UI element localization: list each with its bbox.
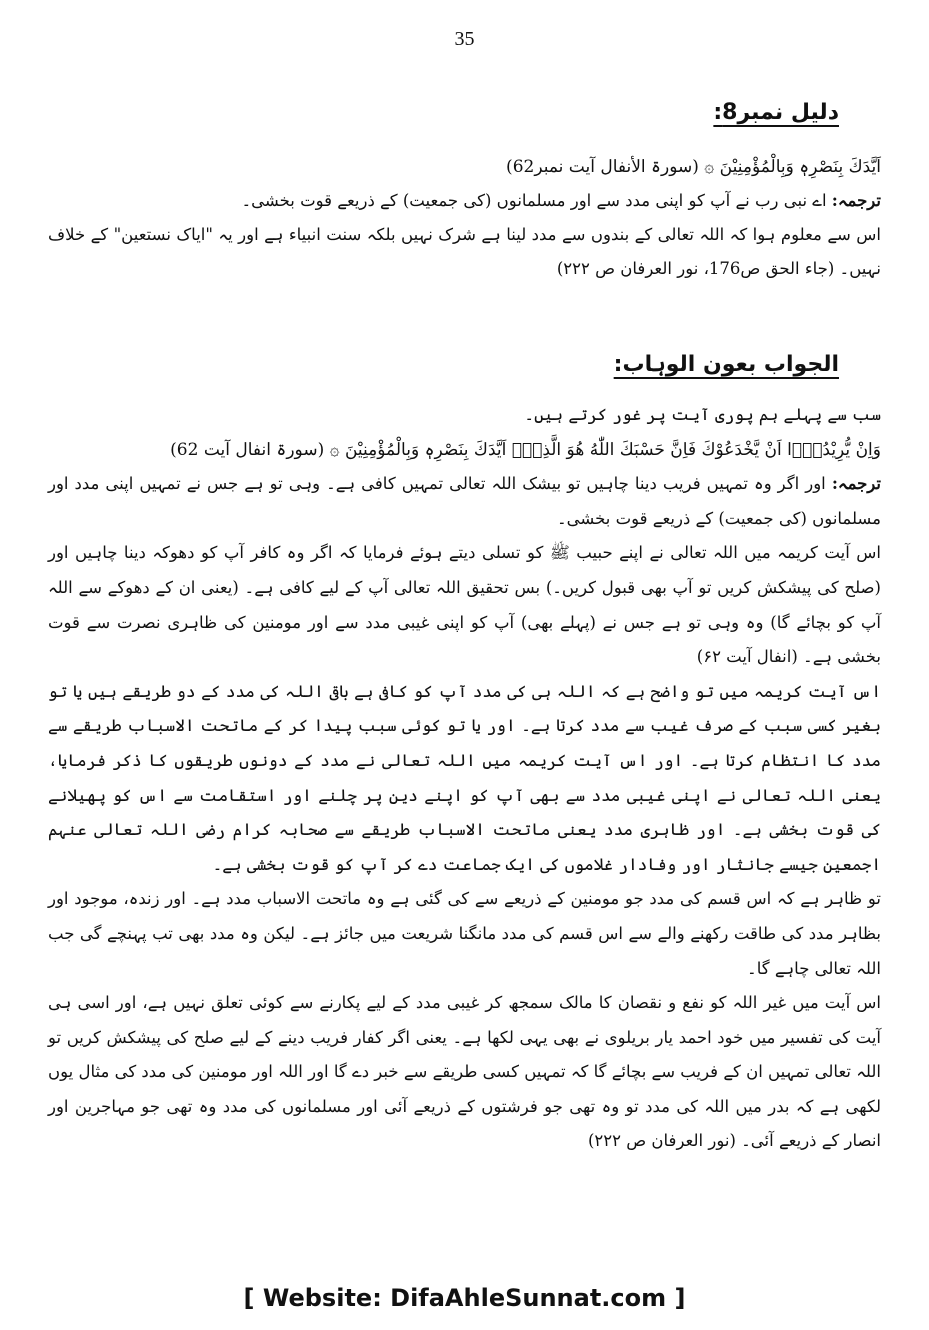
section-jawab — [48, 398, 881, 1159]
claim-paragraph: اس سے معلوم ہوا کہ اللہ تعالی کے بندوں سے مدد لینا ہے شرک نہیں بلکہ سنت انبیاء ہے اور یہ "ایاک نستعین" کے خلاف نہیں۔ (جاء الحق ص176، نور العرفان ص ۲۲۲) — [48, 225, 881, 278]
section-heading-jawab: الجواب بعون الوہاب: — [613, 352, 839, 377]
section-daleel — [48, 150, 881, 286]
translation-text: اور اگر وہ تمہیں فریب دینا چاہیں تو بیشک اللہ تعالی تمہیں کافی ہے۔ وہی تو ہے جس نے تمہیں اپنی مدد اور مسلمانوں (کی جمعیت) کے ذریعے قوت بخشی۔ — [48, 474, 881, 528]
paragraph: اس آیت میں غیر اللہ کو نفع و نقصان کا مالک سمجھ کر غیبی مدد کے لیے پکارنے سے کوئی تعلق نہیں ہے، اور اسی ہی آیت کی تفسیر میں خود احمد یار بریلوی نے بھی یہی لکھا ہے۔ یعنی اگر کفار فریب دینے کے لیے صلح کی پیشکش کریں تو اللہ تعالی تمہیں ان کے فریب سے بچائے گا کہ تمہیں کسی طریقے سے خبر دے گا اور اللہ اور مومنین کی مدد کی مثال یوں لکھی ہے کہ بدر میں اللہ کی مدد تو وہ تھی جو فرشتوں کے ذریعے آئی اور مسلمانوں کی مدد وہ تھی جو مہاجرین اور انصار کے ذریعے آئی۔ (نور العرفان ص ۲۲۲) — [48, 993, 881, 1151]
paragraph: اس آیت کریمہ میں اللہ تعالی نے اپنے حبیب ﷺ کو تسلی دیتے ہوئے فرمایا کہ اگر وہ کافر آپ کو دھوکہ دینا چاہیں اور (صلح کی پیشکش کریں تو آپ بھی قبول کریں۔) بس تحقیق اللہ تعالی آپ کے لیے کافی ہے۔ (یعنی ان کے دھوکے سے اللہ آپ کو بچائے گا) وہ وہی تو ہے جس نے (پہلے بھی) آپ کو اپنی غیبی مدد سے اور مومنین کی ظاہری نصرت سے قوت بخشی ہے۔ (انفال آیت ۶۲) — [48, 543, 881, 667]
page-number: 35 — [454, 28, 475, 50]
translation — [48, 184, 881, 218]
translation-label: ترجمہ: — [831, 191, 881, 210]
translation-text: اے نبی رب نے آپ کو اپنی مدد سے اور مسلمانوں (کی جمعیت) کے ذریعے قوت بخشی۔ — [241, 191, 827, 210]
quran-verse-full: وَاِنْ یُّرِیْدُوْۤا اَنْ یَّخْدَعُوْكَ فَاِنَّ حَسْبَكَ اللّٰهُ هُوَ الَّذِیْۤ اَیَّدَكَ بِنَصْرِهٖ وَبِالْمُؤْمِنِیْنَ ۞ (سورۃ انفال آیت 62) — [170, 439, 881, 460]
translation-label: ترجمہ: — [831, 474, 882, 494]
website-footer: [ Website: DifaAhleSunnat.com ] — [243, 1284, 686, 1312]
paragraph: اس آیت کریمہ میں تو واضح ہے کہ اللہ ہی کی مدد آپ کو کافی ہے باقی اللہ کی مدد کے دو طریقے ہیں یا تو بغیر کسی سبب کے صرف غیب سے مدد کرتا ہے۔ اور یا تو کوئی سبب پیدا کر کے ماتحت الاسباب طریقے سے مدد کا انتظام کرتا ہے۔ اور اس آیت کریمہ میں اللہ تعالی نے مدد کے دونوں طریقوں کا ذکر فرمایا، یعنی اللہ تعالی نے اپنی غیبی مدد سے بھی آپ کو اپنے دین پر چلنے اور استقامت سے اس کو پھیلانے کی قوت بخشی ہے۔ اور ظاہری مدد یعنی ماتحت الاسباب طریقے سے صحابہ کرام رضی اللہ تعالی عنہم اجمعین جیسے جانثار اور وفادار غلاموں کی ایک جماعت دے کر آپ کو قوت بخشی ہے۔ — [48, 681, 881, 874]
intro-text: سب سے پہلے ہم پوری آیت پر غور کرتے ہیں۔ — [524, 405, 881, 424]
quran-verse: اَیَّدَكَ بِنَصْرِهٖ وَبِالْمُؤْمِنِیْنَ ۞ (سورۃ الأنفال آیت نمبر62) — [506, 157, 881, 177]
section-heading-daleel: دلیل نمبر8: — [713, 100, 839, 125]
paragraph: تو ظاہر ہے کہ اس قسم کی مدد جو مومنین کے ذریعے سے کی گئی ہے وہ ماتحت الاسباب مدد ہے۔ اور زندہ، موجود اور بظاہر مدد کی طاقت رکھنے والے سے اس قسم کی مدد مانگنا شریعت میں جائز ہے۔ لیکن وہ مدد بھی تب پہنچے گی جب اللہ تعالی چاہے گا۔ — [48, 889, 881, 978]
translation — [48, 467, 881, 536]
